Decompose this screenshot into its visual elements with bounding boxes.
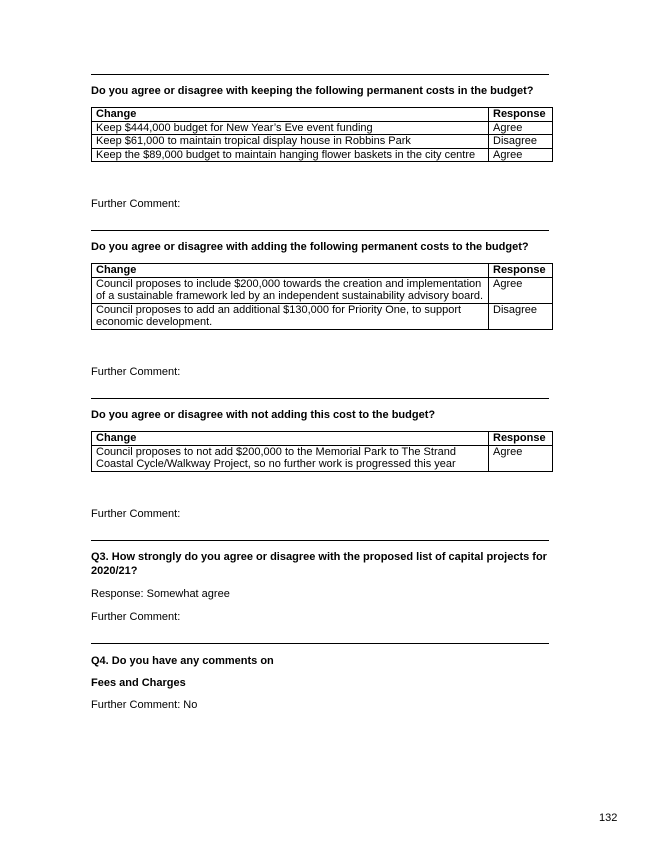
change-header: Change: [92, 108, 489, 122]
section3-further-comment: Further Comment:: [91, 508, 181, 520]
change-cell: Council proposes to include $200,000 towards the creation and implementation of a sustainable framework led by an independent sustainability advisory board.: [92, 277, 489, 303]
section1-table: [91, 107, 553, 162]
response-header: Response: [489, 432, 553, 446]
response-header: Response: [489, 108, 553, 122]
table-row: [92, 148, 553, 162]
section1-further-comment: Further Comment:: [91, 198, 181, 210]
section-divider: [91, 74, 549, 75]
table-row: [92, 303, 553, 329]
section-divider: [91, 643, 549, 644]
change-cell: Keep $61,000 to maintain tropical display house in Robbins Park: [92, 135, 489, 149]
section-divider: [91, 230, 549, 231]
q3-question: Q3. How strongly do you agree or disagree with the proposed list of capital projects for 2020/21?: [91, 551, 547, 577]
section2-table: [91, 263, 553, 330]
table-row: [92, 121, 553, 135]
section2-further-comment: Further Comment:: [91, 366, 181, 378]
q4-question: Q4. Do you have any comments on: [91, 655, 274, 667]
response-cell: Disagree: [489, 135, 553, 149]
response-cell: Agree: [489, 277, 553, 303]
page-number: 132: [599, 812, 618, 824]
response-cell: Agree: [489, 445, 553, 471]
change-cell: Keep the $89,000 budget to maintain hanging flower baskets in the city centre: [92, 148, 489, 162]
response-header: Response: [489, 264, 553, 278]
section-divider: [91, 540, 549, 541]
section-divider: [91, 398, 549, 399]
change-header: Change: [92, 432, 489, 446]
table-row: [92, 277, 553, 303]
q3-further-comment: Further Comment:: [91, 611, 181, 623]
change-cell: Keep $444,000 budget for New Year’s Eve event funding: [92, 121, 489, 135]
q4-subheading: Fees and Charges: [91, 677, 186, 689]
section2-question: Do you agree or disagree with adding the following permanent costs to the budget?: [91, 241, 529, 253]
response-cell: Disagree: [489, 303, 553, 329]
table-header-row: [92, 264, 553, 278]
section3-table: [91, 431, 553, 472]
q4-further-comment: Further Comment: No: [91, 699, 198, 711]
table-header-row: [92, 432, 553, 446]
table-row: [92, 445, 553, 471]
change-header: Change: [92, 264, 489, 278]
table-row: [92, 135, 553, 149]
change-cell: Council proposes to not add $200,000 to the Memorial Park to The Strand Coastal Cycle/Walkway Project, so no further work is progressed this year: [92, 445, 489, 471]
q3-response: Response: Somewhat agree: [91, 588, 230, 600]
section1-question: Do you agree or disagree with keeping the following permanent costs in the budget?: [91, 85, 534, 97]
response-cell: Agree: [489, 148, 553, 162]
response-cell: Agree: [489, 121, 553, 135]
section3-question: Do you agree or disagree with not adding this cost to the budget?: [91, 409, 436, 421]
table-header-row: [92, 108, 553, 122]
change-cell: Council proposes to add an additional $130,000 for Priority One, to support economic development.: [92, 303, 489, 329]
